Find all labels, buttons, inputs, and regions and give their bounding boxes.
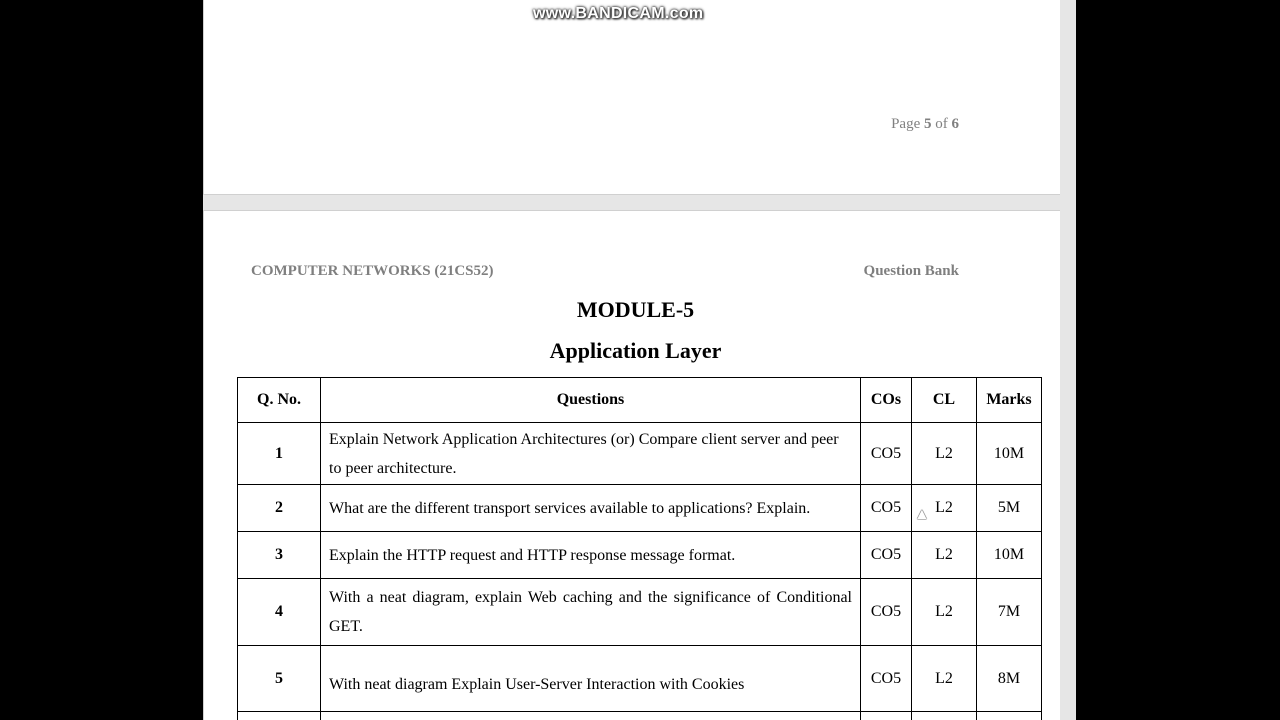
qno: 2 <box>238 485 321 532</box>
question-table <box>237 377 1042 720</box>
recorder-watermark: www.BANDICAM.com <box>533 5 704 22</box>
question: Explain Network Application Architectures (or) Compare client server and peer to peer architecture. <box>321 423 861 485</box>
col-questions: Questions <box>321 378 861 423</box>
col-marks: Marks <box>977 378 1042 423</box>
table-row <box>238 646 1042 712</box>
table-row <box>238 532 1042 579</box>
module-title: MODULE-5 <box>576 297 695 322</box>
marks: 10M <box>977 423 1042 485</box>
table-row <box>238 579 1042 646</box>
question: What are the different transport services available to applications? Explain. <box>321 485 861 532</box>
marks: 8M <box>977 646 1042 712</box>
cl: L2 <box>912 532 977 579</box>
question: With neat diagram Explain User-Server Interaction with Cookies <box>321 646 861 712</box>
co: CO5 <box>861 579 912 646</box>
course-header: COMPUTER NETWORKS (21CS52) <box>251 263 494 279</box>
doc-type-header: Question Bank <box>863 263 959 279</box>
table-row <box>238 423 1042 485</box>
page-5 <box>203 0 1062 195</box>
cl: L2 <box>912 423 977 485</box>
col-qno: Q. No. <box>238 378 321 423</box>
table-row-partial <box>238 712 1042 720</box>
co: CO5 <box>861 423 912 485</box>
co: CO5 <box>861 532 912 579</box>
question: With a neat diagram, explain Web caching and the significance of Conditional GET. <box>321 579 861 646</box>
cl: L2 <box>912 579 977 646</box>
question: Explain the HTTP request and HTTP response message format. <box>321 532 861 579</box>
qno: 4 <box>238 579 321 646</box>
qno: 5 <box>238 646 321 712</box>
page-6 <box>203 210 1062 720</box>
cl: L2 <box>912 485 977 532</box>
col-cl: CL <box>912 378 977 423</box>
qno: 3 <box>238 532 321 579</box>
page-number: Page 5 of 6 <box>891 116 959 132</box>
marks: 5M <box>977 485 1042 532</box>
table-header-row <box>238 378 1042 423</box>
scrollbar[interactable] <box>1060 0 1076 720</box>
cl: L2 <box>912 646 977 712</box>
section-title: Application Layer <box>549 338 722 363</box>
marks: 7M <box>977 579 1042 646</box>
co: CO5 <box>861 485 912 532</box>
mouse-cursor-icon: ▲ <box>914 506 930 523</box>
document-viewer[interactable] <box>203 0 1076 720</box>
marks: 10M <box>977 532 1042 579</box>
col-cos: COs <box>861 378 912 423</box>
co: CO5 <box>861 646 912 712</box>
qno: 1 <box>238 423 321 485</box>
